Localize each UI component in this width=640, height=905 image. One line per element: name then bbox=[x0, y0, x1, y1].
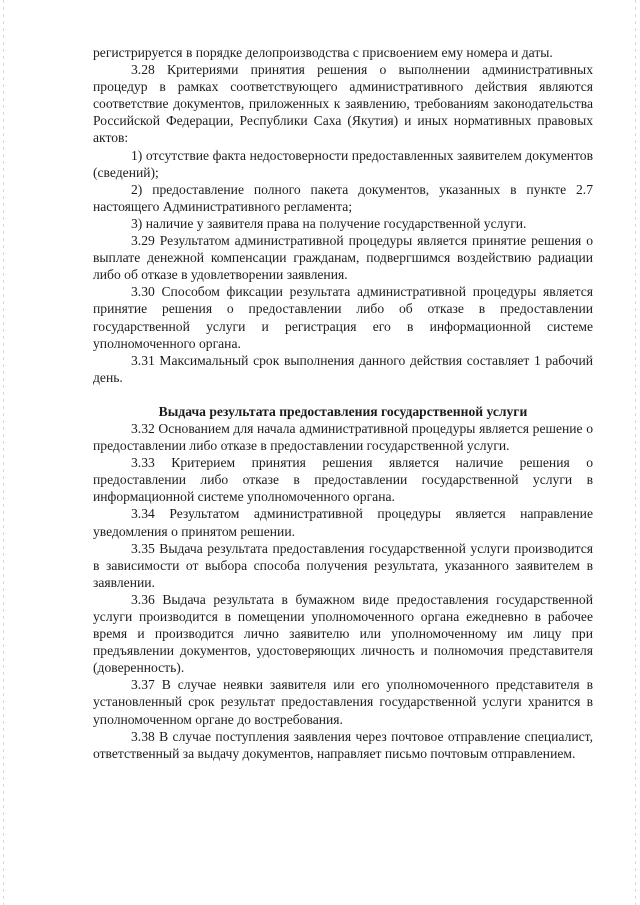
paragraph-3-33: 3.33 Критерием принятия решения является наличие решения о предоставлении либо отказе в предоставлении государственной услуги в информационной системе уполномоченного органа. bbox=[93, 455, 593, 505]
paragraph-3-38: 3.38 В случае поступления заявления через почтовое отправление специалист, ответственный за выдачу документов, направляет письмо почтовым отправлением. bbox=[93, 728, 593, 761]
document-body bbox=[93, 44, 593, 762]
list-item-3: 3) наличие у заявителя права на получение государственной услуги. bbox=[131, 215, 527, 231]
paragraph-3-28: 3.28 Критериями принятия решения о выполнении административных процедур в рамках соответствующего административного действия являются соответствие документов, приложенных к заявлению, требованиям законодательства Российской Федерации, Республики Саха (Якутия) и иных нормативных правовых актов: bbox=[93, 62, 593, 146]
scan-edge-right bbox=[635, 0, 636, 905]
list-item-2: 2) предоставление полного пакета документов, указанных в пункте 2.7 настоящего Административного регламента; bbox=[93, 181, 593, 214]
paragraph: регистрируется в порядке делопроизводства с присвоением ему номера и даты. bbox=[93, 45, 553, 60]
paragraph-3-32: 3.32 Основанием для начала административной процедуры является решение о предоставлении либо отказе в предоставлении государственной услуги. bbox=[93, 420, 593, 454]
paragraph-3-31: 3.31 Максимальный срок выполнения данного действия составляет 1 рабочий день. bbox=[93, 352, 593, 385]
paragraph-3-30: 3.30 Способом фиксации результата административной процедуры является принятие решения о предоставлении либо об отказе в предоставлении государственной услуги и регистрация его в информационной системе уполномоченного органа. bbox=[93, 284, 593, 351]
list-item-1: 1) отсутствие факта недостоверности предоставленных заявителем документов (сведений); bbox=[93, 147, 593, 180]
scan-edge-left bbox=[3, 0, 4, 905]
paragraph-3-37: 3.37 В случае неявки заявителя или его уполномоченного представителя в установленный срок результат предоставления государственной услуги хранится в уполномоченном органе до востребования. bbox=[93, 677, 593, 727]
section-heading: Выдача результата предоставления государственной услуги bbox=[158, 403, 528, 419]
paragraph-3-35: 3.35 Выдача результата предоставления государственной услуги производится в зависимости от выбора способа получения результата, указанного заявителем в заявлении. bbox=[93, 540, 593, 590]
paragraph-3-29: 3.29 Результатом административной процедуры является принятие решения о выплате денежной компенсации гражданам, подвергшимся воздействию радиации либо об отказе в удовлетворении заявления. bbox=[93, 233, 593, 283]
paragraph-3-34: 3.34 Результатом административной процедуры является направление уведомления о принятом решении. bbox=[93, 506, 593, 539]
paragraph-3-36: 3.36 Выдача результата в бумажном виде предоставления государственной услуги производится в помещении уполномоченного органа ежедневно в рабочее время и производится лично заявителю или уполномоченному им лицу при предъявлении документов, удостоверяющих личность и полномочия представителя (доверенность). bbox=[93, 591, 593, 676]
